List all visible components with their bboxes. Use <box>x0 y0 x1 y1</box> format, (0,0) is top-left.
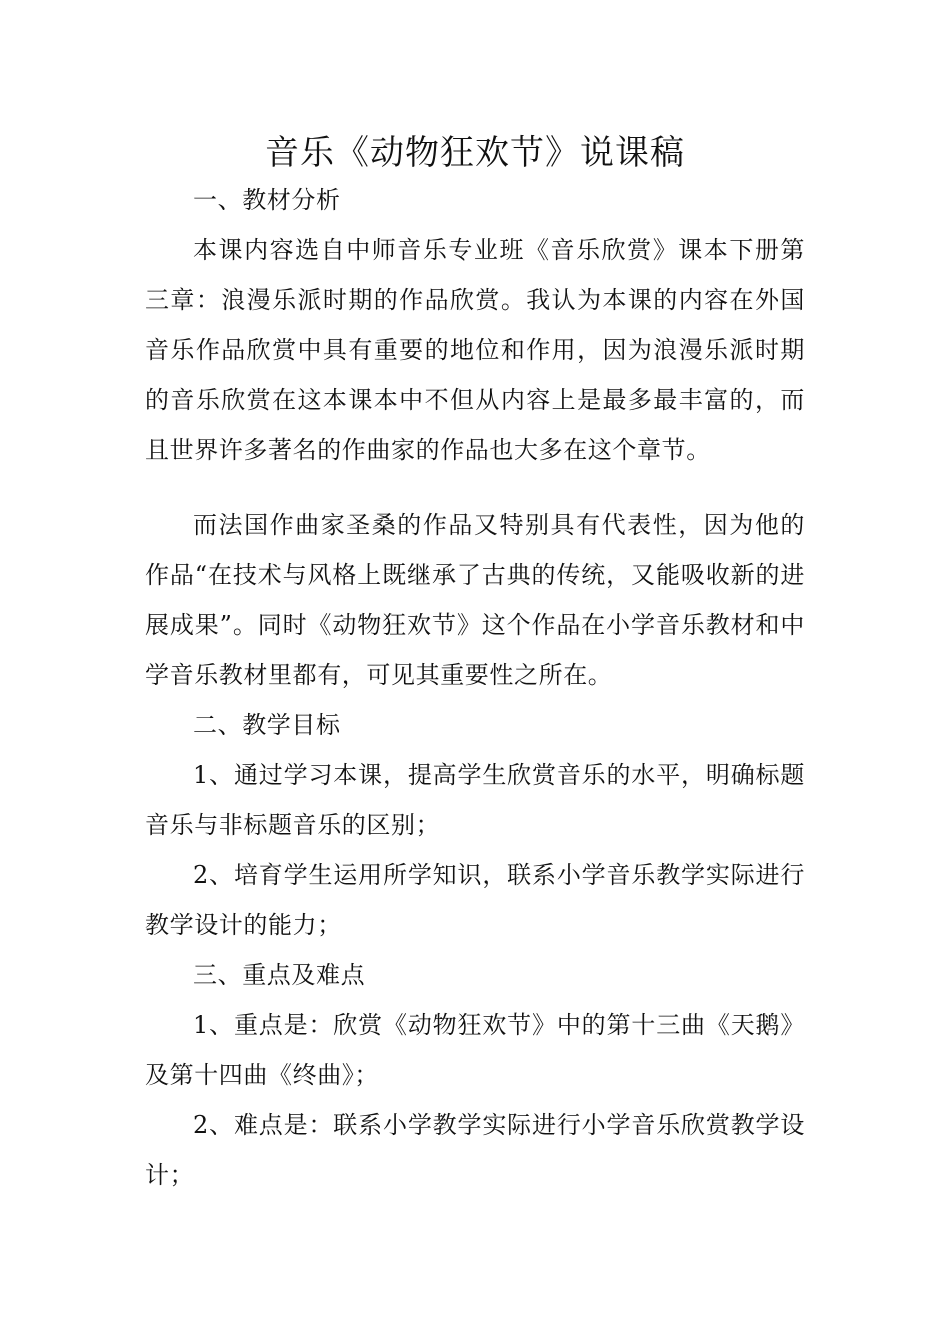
document-body <box>145 175 805 1200</box>
paragraph-materials-intro: 本课内容选自中师音乐专业班《音乐欣赏》课本下册第三章：浪漫乐派时期的作品欣赏。我认为本课的内容在外国音乐作品欣赏中具有重要的地位和作用，因为浪漫乐派时期的音乐欣赏在这本课本中不但从内容上是最多最丰富的，而且世界许多著名的作曲家的作品也大多在这个章节。 <box>145 236 805 464</box>
difficulty-item: 2、难点是：联系小学教学实际进行小学音乐欣赏教学设计； <box>145 1111 805 1189</box>
document-title: 音乐《动物狂欢节》说课稿 <box>265 133 685 173</box>
section-heading-key-points: 三、重点及难点 <box>193 961 366 989</box>
section-heading-goals: 二、教学目标 <box>193 711 341 739</box>
goal-item-1: 1、通过学习本课，提高学生欣赏音乐的水平，明确标题音乐与非标题音乐的区别； <box>145 761 805 839</box>
paragraph-saint-saens: 而法国作曲家圣桑的作品又特别具有代表性，因为他的作品“在技术与风格上既继承了古典的传统，又能吸收新的进展成果”。同时《动物狂欢节》这个作品在小学音乐教材和中学音乐教材里都有，可见其重要性之所在。 <box>145 511 805 689</box>
goal-item-2: 2、培育学生运用所学知识，联系小学音乐教学实际进行教学设计的能力； <box>145 861 805 939</box>
section-heading-materials: 一、教材分析 <box>193 186 341 214</box>
key-point-item: 1、重点是：欣赏《动物狂欢节》中的第十三曲《天鹅》及第十四曲《终曲》； <box>145 1011 805 1089</box>
